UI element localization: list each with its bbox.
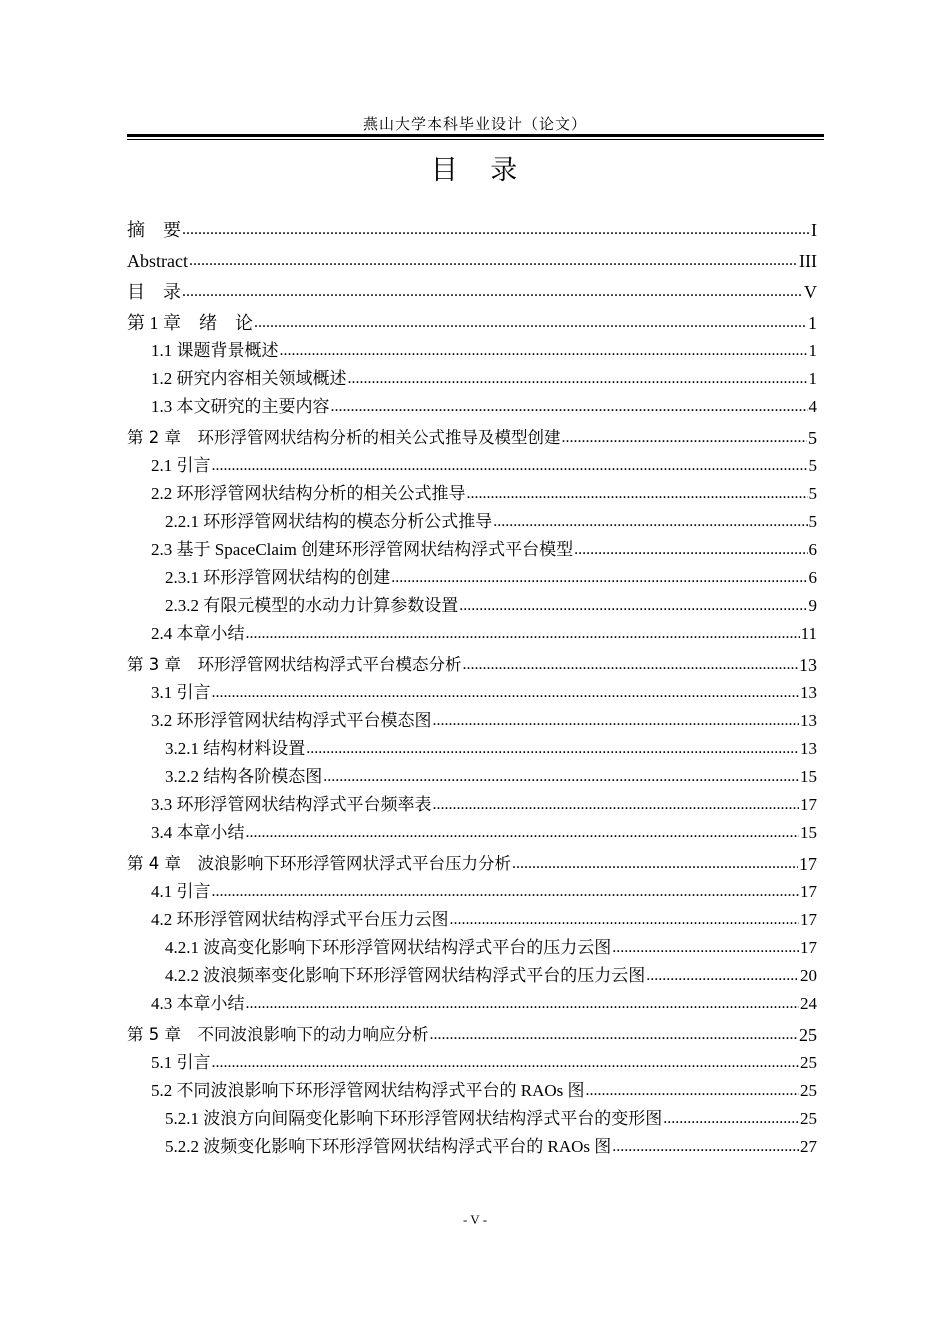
toc-leader-dots: [348, 369, 808, 389]
toc-entry-title: 2.3.2 有限元模型的水动力计算参数设置: [165, 596, 459, 615]
toc-entry-title: 第 3 章 环形浮管网状结构浮式平台模态分析: [127, 655, 462, 674]
toc-entry-page: 25: [800, 1053, 817, 1072]
toc-entry-title: 5.2.2 波频变化影响下环形浮管网状结构浮式平台的 RAOs 图: [165, 1137, 612, 1156]
toc-entry[interactable]: [127, 389, 817, 417]
toc-leader-dots: [323, 767, 799, 787]
toc-entry-title: 第 1 章 绪 论: [127, 313, 253, 333]
toc-leader-dots: [612, 1137, 799, 1157]
toc-entry-page: 1: [808, 313, 817, 333]
toc-entry-title: Abstract: [127, 251, 188, 271]
toc-entry-page: 5: [808, 484, 817, 503]
toc-entry[interactable]: [127, 731, 817, 759]
toc-leader-dots: [212, 456, 808, 476]
toc-entry[interactable]: [127, 930, 817, 958]
toc-leader-dots: [463, 655, 799, 675]
toc-entry-title: 5.2 不同波浪影响下环形浮管网状结构浮式平台的 RAOs 图: [151, 1081, 585, 1100]
toc-entry-page: 17: [800, 910, 817, 929]
toc-leader-dots: [189, 251, 798, 271]
toc-title: 目 录: [430, 155, 520, 186]
toc-entry-page: 5: [808, 428, 817, 448]
toc-leader-dots: [430, 1025, 799, 1045]
toc-entry-title: 4.1 引言: [151, 882, 211, 901]
toc-leader-dots: [433, 711, 800, 731]
toc-entry[interactable]: [127, 532, 817, 560]
toc-entry-page: I: [811, 220, 817, 240]
toc-entry-title: 2.2.1 环形浮管网状结构的模态分析公式推导: [165, 512, 493, 531]
toc-entry-title: 1.3 本文研究的主要内容: [151, 397, 330, 416]
toc-entry-page: 17: [799, 854, 817, 874]
toc-entry[interactable]: [127, 843, 817, 874]
toc-entry-page: 15: [800, 823, 817, 842]
toc-entry[interactable]: [127, 1101, 817, 1129]
toc-entry-page: 15: [800, 767, 817, 786]
toc-entry-page: 11: [800, 624, 817, 643]
toc-leader-dots: [212, 1053, 800, 1073]
toc-entry[interactable]: [127, 476, 817, 504]
toc-entry-page: 5: [808, 456, 817, 475]
toc-entry-title: 3.2.2 结构各阶模态图: [165, 767, 323, 786]
toc-leader-dots: [391, 568, 807, 588]
toc-entry-title: 2.1 引言: [151, 456, 211, 475]
toc-entry-title: 4.3 本章小结: [151, 994, 245, 1013]
toc-leader-dots: [512, 854, 798, 874]
toc-entry-title: 4.2.1 波高变化影响下环形浮管网状结构浮式平台的压力云图: [165, 938, 612, 957]
toc-entry[interactable]: [127, 240, 817, 271]
toc-entry-title: 1.2 研究内容相关领域概述: [151, 369, 347, 388]
toc-entry-page: 13: [799, 655, 817, 675]
toc-entry[interactable]: [127, 588, 817, 616]
toc-entry-page: 6: [808, 540, 817, 559]
toc-entry-page: 9: [808, 596, 817, 615]
toc-entry-title: 3.1 引言: [151, 683, 211, 702]
toc-entry-title: 5.2.1 波浪方向间隔变化影响下环形浮管网状结构浮式平台的变形图: [165, 1109, 663, 1128]
toc-leader-dots: [612, 938, 799, 958]
toc-entry-page: 20: [800, 966, 817, 985]
toc-entry-title: 2.3.1 环形浮管网状结构的创建: [165, 568, 391, 587]
toc-entry[interactable]: [127, 417, 817, 448]
toc-entry-page: 13: [800, 683, 817, 702]
toc-entry-page: 1: [808, 341, 817, 360]
toc-entry-page: 17: [800, 795, 817, 814]
toc-entry[interactable]: [127, 560, 817, 588]
toc-entry[interactable]: [127, 958, 817, 986]
header-rule-thin: [127, 139, 824, 140]
toc-entry[interactable]: [127, 361, 817, 389]
toc-entry-page: 25: [800, 1109, 817, 1128]
toc-leader-dots: [459, 596, 807, 616]
toc-entry[interactable]: [127, 302, 817, 333]
toc-leader-dots: [182, 282, 803, 302]
toc-leader-dots: [306, 739, 799, 759]
toc-leader-dots: [280, 341, 808, 361]
toc-entry-page: 13: [800, 711, 817, 730]
toc-leader-dots: [562, 428, 808, 448]
toc-leader-dots: [246, 624, 800, 644]
toc-leader-dots: [182, 220, 810, 240]
toc-entry-title: 第 4 章 波浪影响下环形浮管网状浮式平台压力分析: [127, 854, 511, 873]
toc-leader-dots: [586, 1081, 799, 1101]
toc-entry[interactable]: [127, 448, 817, 476]
toc-entry-page: III: [799, 251, 817, 271]
toc-leader-dots: [467, 484, 808, 504]
table-of-contents: [127, 209, 817, 1157]
toc-entry-title: 第 2 章 环形浮管网状结构分析的相关公式推导及模型创建: [127, 428, 561, 447]
toc-entry[interactable]: [127, 986, 817, 1014]
toc-leader-dots: [493, 512, 807, 532]
toc-entry[interactable]: [127, 1045, 817, 1073]
toc-entry[interactable]: [127, 616, 817, 644]
toc-entry[interactable]: [127, 1073, 817, 1101]
toc-entry-title: 目 录: [127, 282, 181, 302]
toc-entry-title: 2.3 基于 SpaceClaim 创建环形浮管网状结构浮式平台模型: [151, 540, 574, 559]
toc-entry-title: 4.2 环形浮管网状结构浮式平台压力云图: [151, 910, 449, 929]
header-rule-thick: [127, 134, 824, 137]
toc-leader-dots: [246, 994, 800, 1014]
toc-leader-dots: [212, 683, 800, 703]
toc-entry[interactable]: [127, 675, 817, 703]
toc-entry-page: 25: [799, 1025, 817, 1045]
toc-entry-title: 1.1 课题背景概述: [151, 341, 279, 360]
toc-entry[interactable]: [127, 271, 817, 302]
toc-leader-dots: [450, 910, 800, 930]
toc-entry-page: 4: [808, 397, 817, 416]
toc-leader-dots: [331, 397, 808, 417]
toc-leader-dots: [254, 313, 807, 333]
toc-entry[interactable]: [127, 759, 817, 787]
toc-entry-title: 第 5 章 不同波浪影响下的动力响应分析: [127, 1025, 429, 1044]
toc-leader-dots: [574, 540, 807, 560]
toc-entry-title: 5.1 引言: [151, 1053, 211, 1072]
running-header: 燕山大学本科毕业设计（论文）: [362, 117, 587, 133]
toc-entry-title: 3.2.1 结构材料设置: [165, 739, 306, 758]
page-number-footer: - V -: [462, 1212, 488, 1227]
toc-entry-page: 5: [808, 512, 817, 531]
toc-entry-page: 25: [800, 1081, 817, 1100]
toc-leader-dots: [212, 882, 800, 902]
toc-entry-page: 27: [800, 1137, 817, 1156]
toc-entry-page: 1: [808, 369, 817, 388]
toc-entry[interactable]: [127, 504, 817, 532]
toc-entry-page: 17: [800, 938, 817, 957]
toc-entry[interactable]: [127, 644, 817, 675]
toc-entry[interactable]: [127, 1014, 817, 1045]
toc-entry-title: 摘 要: [127, 220, 181, 240]
toc-entry[interactable]: [127, 787, 817, 815]
toc-entry[interactable]: [127, 874, 817, 902]
toc-entry-page: V: [804, 282, 817, 302]
toc-entry-title: 4.2.2 波浪频率变化影响下环形浮管网状结构浮式平台的压力云图: [165, 966, 646, 985]
toc-entry-title: 3.4 本章小结: [151, 823, 245, 842]
toc-entry[interactable]: [127, 902, 817, 930]
toc-leader-dots: [246, 823, 800, 843]
toc-leader-dots: [663, 1109, 799, 1129]
toc-entry-title: 3.2 环形浮管网状结构浮式平台模态图: [151, 711, 432, 730]
toc-entry-page: 13: [800, 739, 817, 758]
toc-entry[interactable]: [127, 209, 817, 240]
toc-entry-title: 3.3 环形浮管网状结构浮式平台频率表: [151, 795, 432, 814]
toc-entry-title: 2.2 环形浮管网状结构分析的相关公式推导: [151, 484, 466, 503]
toc-leader-dots: [646, 966, 799, 986]
toc-entry[interactable]: [127, 815, 817, 843]
toc-entry-page: 24: [800, 994, 817, 1013]
toc-entry-page: 17: [800, 882, 817, 901]
toc-entry[interactable]: [127, 1129, 817, 1157]
toc-entry-title: 2.4 本章小结: [151, 624, 245, 643]
toc-leader-dots: [433, 795, 800, 815]
toc-entry[interactable]: [127, 333, 817, 361]
toc-entry-page: 6: [808, 568, 817, 587]
toc-entry[interactable]: [127, 703, 817, 731]
